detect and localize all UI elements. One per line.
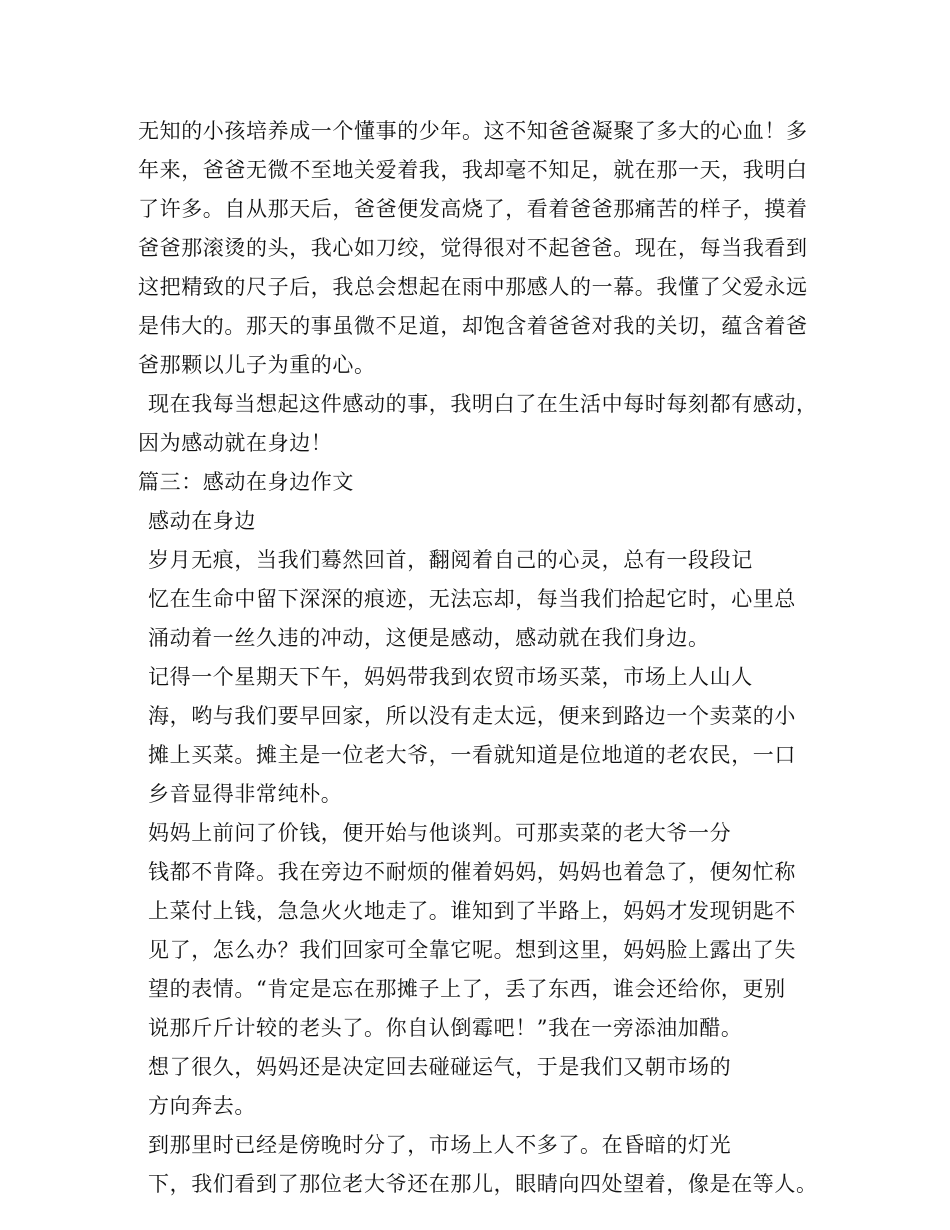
text-line: 忆在生命中留下深深的痕迹，无法忘却，每当我们拾起它时，心里总: [148, 587, 796, 611]
text-line: 岁月无痕，当我们蓦然回首，翻阅着自己的心灵，总有一段段记: [148, 548, 753, 572]
text-line: 见了，怎么办？我们回家可全靠它呢。想到这里，妈妈脸上露出了失: [148, 938, 796, 962]
text-line: 爸那颗以儿子为重的心。: [138, 353, 376, 377]
text-line: 望的表情。“肯定是忘在那摊子上了，丢了东西，谁会还给你，更别: [148, 977, 786, 1001]
text-line: 下，我们看到了那位老大爷还在那儿，眼睛向四处望着，像是在等人。: [148, 1172, 818, 1196]
text-line: 海，哟与我们要早回家，所以没有走太远，便来到路边一个卖菜的小: [148, 704, 796, 728]
text-line: 涌动着一丝久违的冲动，这便是感动，感动就在我们身边。: [148, 626, 710, 650]
text-line: 妈妈上前问了价钱，便开始与他谈判。可那卖菜的老大爷一分: [148, 821, 732, 845]
text-line: 摊上买菜。摊主是一位老大爷，一看就知道是位地道的老农民，一口: [148, 743, 796, 767]
section-heading: 篇三：感动在身边作文: [138, 470, 354, 494]
essay-title: 感动在身边: [148, 509, 256, 533]
text-line: 记得一个星期天下午，妈妈带我到农贸市场买菜，市场上人山人: [148, 665, 753, 689]
text-line: 年来，爸爸无微不至地关爱着我，我却毫不知足，就在那一天，我明白: [138, 158, 808, 182]
text-line: 是伟大的。那天的事虽微不足道，却饱含着爸爸对我的关切，蕴含着爸: [138, 314, 808, 338]
text-line: 上菜付上钱，急急火火地走了。谁知到了半路上，妈妈才发现钥匙不: [148, 899, 796, 923]
text-line: 了许多。自从那天后，爸爸便发高烧了，看着爸爸那痛苦的样子，摸着: [138, 197, 808, 221]
text-line: 钱都不肯降。我在旁边不耐烦的催着妈妈，妈妈也着急了，便匆忙称: [148, 860, 796, 884]
text-line: 想了很久，妈妈还是决定回去碰碰运气，于是我们又朝市场的: [148, 1055, 732, 1079]
text-line: 因为感动就在身边！: [138, 431, 333, 455]
text-line: 现在我每当想起这件感动的事，我明白了在生活中每时每刻都有感动，: [148, 392, 818, 416]
text-line: 爸爸那滚烫的头，我心如刀绞，觉得很对不起爸爸。现在，每当我看到: [138, 236, 808, 260]
text-line: 说那斤斤计较的老头了。你自认倒霉吧！”我在一旁添油加醋。: [148, 1016, 743, 1040]
text-line: 到那里时已经是傍晚时分了，市场上人不多了。在昏暗的灯光: [148, 1133, 732, 1157]
text-line: 这把精致的尺子后，我总会想起在雨中那感人的一幕。我懂了父爱永远: [138, 275, 808, 299]
text-line: 方向奔去。: [148, 1094, 256, 1118]
text-line: 无知的小孩培养成一个懂事的少年。这不知爸爸凝聚了多大的心血！多: [138, 119, 808, 143]
text-line: 乡音显得非常纯朴。: [148, 782, 343, 806]
